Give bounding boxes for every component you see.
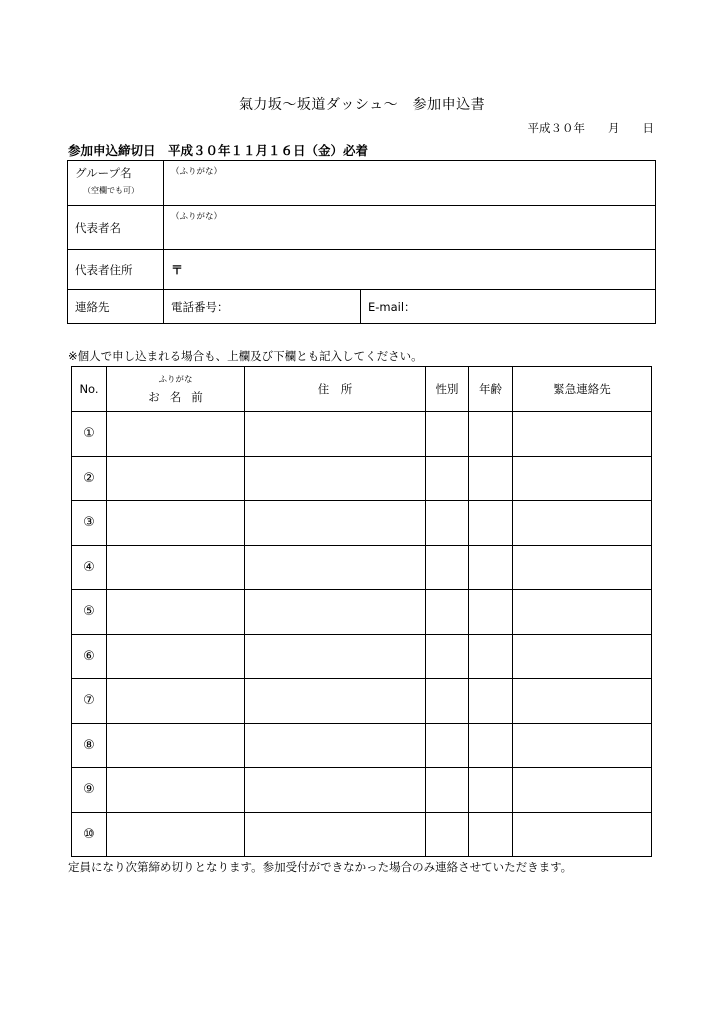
emergency-contact-cell[interactable] [513, 679, 652, 724]
gender-cell[interactable] [426, 501, 469, 546]
emergency-contact-cell[interactable] [513, 812, 652, 857]
emergency-contact-cell[interactable] [513, 412, 652, 457]
row-number: ⑧ [72, 723, 107, 768]
group-row [68, 161, 656, 206]
table-row [72, 634, 652, 679]
rep-name-row [68, 206, 656, 250]
address-header: 住 所 [245, 367, 426, 412]
email-field[interactable] [361, 290, 656, 324]
gender-cell[interactable] [426, 590, 469, 635]
gender-cell[interactable] [426, 456, 469, 501]
name-kana-header: ふりがな [158, 375, 193, 385]
email-label: E-mail： [368, 299, 416, 314]
name-cell[interactable] [107, 812, 245, 857]
participants-body [72, 412, 652, 857]
age-cell[interactable] [469, 768, 513, 813]
row-number: ④ [72, 545, 107, 590]
name-cell[interactable] [107, 590, 245, 635]
emergency-contact-cell[interactable] [513, 768, 652, 813]
row-number: ⑨ [72, 768, 107, 813]
row-number: ③ [72, 501, 107, 546]
group-furigana-label: （ふりがな） [171, 167, 223, 177]
name-cell[interactable] [107, 412, 245, 457]
name-header [107, 367, 245, 412]
age-header: 年齢 [469, 367, 513, 412]
participants-header-row [72, 367, 652, 412]
rep-address-row [68, 250, 656, 290]
footer-text: 定員になり次第締め切りとなります。参加受付ができなかった場合のみ連絡させていただきます。 [68, 860, 573, 874]
age-cell[interactable] [469, 456, 513, 501]
contact-row [68, 290, 656, 324]
deadline-text: 参加申込締切日 平成３０年１１月１６日（金）必着 [68, 143, 369, 158]
gender-cell[interactable] [426, 812, 469, 857]
address-cell[interactable] [245, 456, 426, 501]
age-cell[interactable] [469, 679, 513, 724]
age-cell[interactable] [469, 634, 513, 679]
address-cell[interactable] [245, 412, 426, 457]
address-cell[interactable] [245, 679, 426, 724]
age-cell[interactable] [469, 545, 513, 590]
postal-mark: 〒 [171, 263, 184, 277]
rep-address-field[interactable] [164, 250, 656, 290]
gender-cell[interactable] [426, 723, 469, 768]
address-cell[interactable] [245, 501, 426, 546]
address-cell[interactable] [245, 634, 426, 679]
address-cell[interactable] [245, 812, 426, 857]
table-row [72, 456, 652, 501]
address-cell[interactable] [245, 590, 426, 635]
date-line: 平成３０年 月 日 [527, 121, 654, 135]
name-cell[interactable] [107, 679, 245, 724]
name-cell[interactable] [107, 456, 245, 501]
group-label-cell [68, 161, 164, 206]
phone-field[interactable] [164, 290, 361, 324]
phone-label: 電話番号： [171, 299, 229, 314]
age-cell[interactable] [469, 812, 513, 857]
name-cell[interactable] [107, 501, 245, 546]
gender-cell[interactable] [426, 679, 469, 724]
emergency-contact-cell[interactable] [513, 456, 652, 501]
group-name-field[interactable] [164, 161, 656, 206]
rep-name-field[interactable] [164, 206, 656, 250]
table-row [72, 590, 652, 635]
gender-cell[interactable] [426, 634, 469, 679]
table-row [72, 545, 652, 590]
age-cell[interactable] [469, 590, 513, 635]
applicant-info-table [67, 160, 656, 324]
age-cell[interactable] [469, 412, 513, 457]
row-number: ⑩ [72, 812, 107, 857]
rep-name-label: 代表者名 [68, 206, 164, 250]
emergency-header: 緊急連絡先 [513, 367, 652, 412]
group-sublabel: （空欄でも可） [83, 186, 139, 195]
row-number: ② [72, 456, 107, 501]
table-row [72, 501, 652, 546]
name-cell[interactable] [107, 768, 245, 813]
address-cell[interactable] [245, 723, 426, 768]
emergency-contact-cell[interactable] [513, 590, 652, 635]
no-header: No. [72, 367, 107, 412]
table-row [72, 412, 652, 457]
age-cell[interactable] [469, 501, 513, 546]
emergency-contact-cell[interactable] [513, 545, 652, 590]
name-cell[interactable] [107, 545, 245, 590]
address-cell[interactable] [245, 545, 426, 590]
group-label: グループ名 [75, 166, 132, 180]
emergency-contact-cell[interactable] [513, 723, 652, 768]
emergency-contact-cell[interactable] [513, 501, 652, 546]
emergency-contact-cell[interactable] [513, 634, 652, 679]
row-number: ⑤ [72, 590, 107, 635]
row-number: ⑥ [72, 634, 107, 679]
row-number: ⑦ [72, 679, 107, 724]
rep-furigana-label: （ふりがな） [171, 212, 223, 222]
address-cell[interactable] [245, 768, 426, 813]
gender-cell[interactable] [426, 768, 469, 813]
note-text: ※個人で申し込まれる場合も、上欄及び下欄とも記入してください。 [68, 349, 423, 363]
table-row [72, 679, 652, 724]
age-cell[interactable] [469, 723, 513, 768]
gender-cell[interactable] [426, 545, 469, 590]
gender-cell[interactable] [426, 412, 469, 457]
table-row [72, 812, 652, 857]
participants-table [71, 366, 652, 857]
name-cell[interactable] [107, 723, 245, 768]
table-row [72, 768, 652, 813]
rep-address-label: 代表者住所 [68, 250, 164, 290]
name-cell[interactable] [107, 634, 245, 679]
row-number: ① [72, 412, 107, 457]
contact-label: 連絡先 [68, 290, 164, 324]
document-title: 氣力坂〜坂道ダッシュ〜 参加申込書 [238, 97, 486, 113]
table-row [72, 723, 652, 768]
gender-header: 性別 [426, 367, 469, 412]
name-header-label: お名前 [148, 390, 213, 404]
